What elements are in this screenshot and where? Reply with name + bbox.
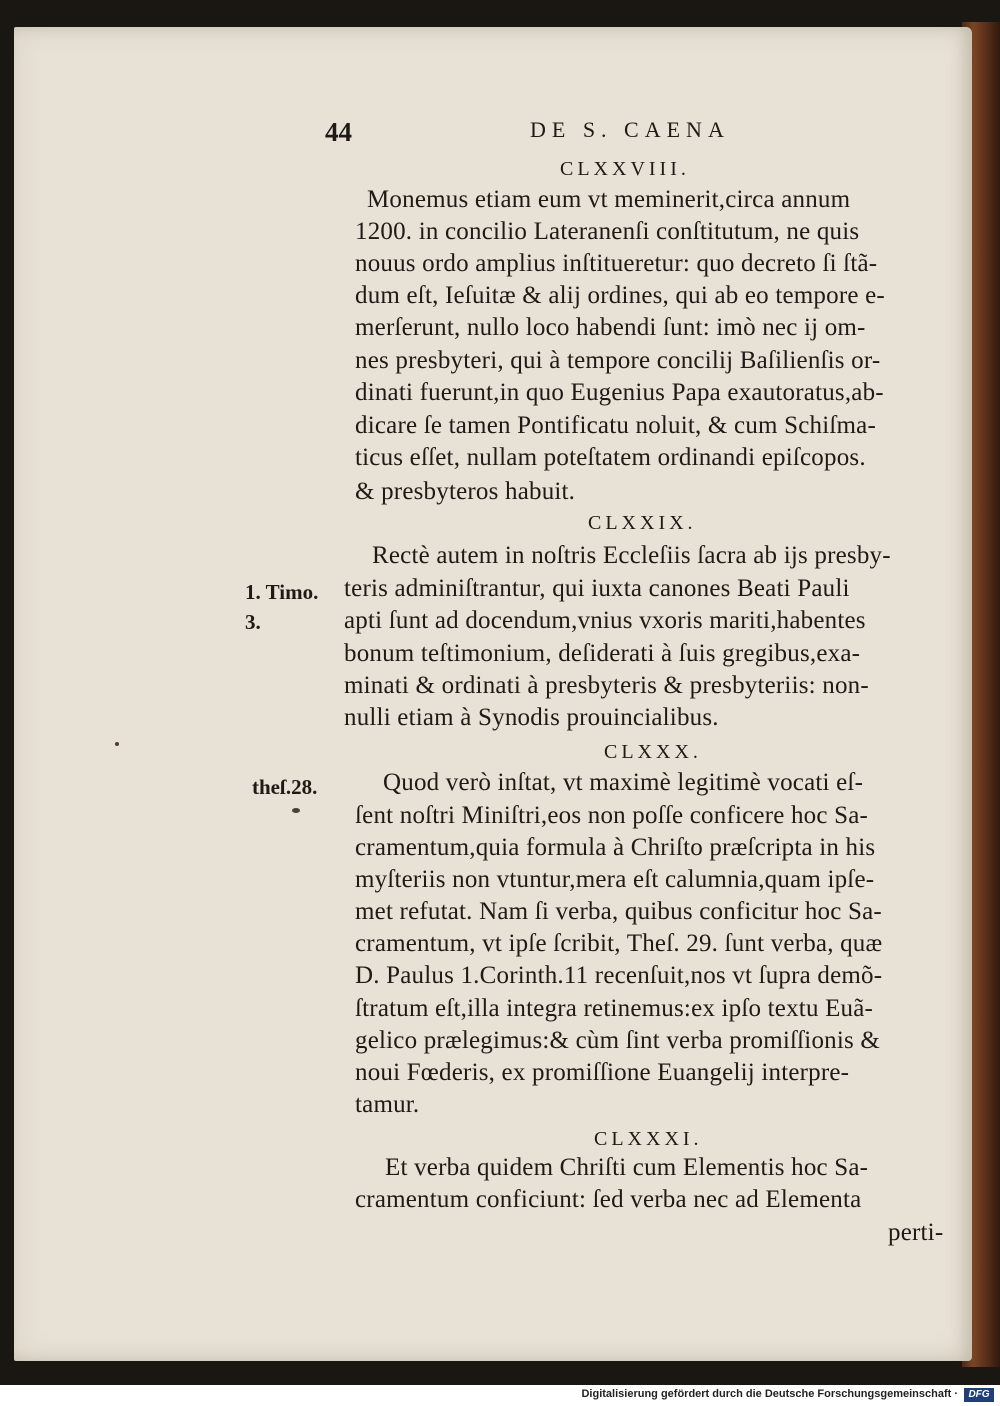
text-line: gelico prælegimus:& cùm ſint verba promiſſionis &: [355, 1027, 881, 1054]
ink-speck: [292, 808, 300, 813]
text-line: tamur.: [355, 1091, 420, 1118]
text-line: bonum teſtimonium, deſiderati à ſuis gregibus,exa-: [344, 640, 861, 667]
text-line: myſteriis non vtuntur,mera eſt calumnia,quam ipſe-: [355, 866, 875, 893]
text-line: cramentum conficiunt: ſed verba nec ad Elementa: [355, 1186, 862, 1213]
text-line: noui Fœderis, ex promiſſione Euangelij interpre-: [355, 1059, 850, 1086]
margin-note-scripture-chapter: 3.: [245, 610, 261, 634]
text-line: minati & ordinati à presbyteris & presbyteriis: non-: [344, 672, 869, 699]
text-line: apti ſunt ad docendum,vnius vxoris mariti,habentes: [344, 607, 866, 634]
text-line: cramentum,quia formula à Chriſto præſcripta in his: [355, 834, 876, 861]
text-line: nes presbyteri, qui à tempore concilij Baſilienſis or-: [355, 347, 881, 374]
text-line: ſent noſtri Miniſtri,eos non poſſe conficere hoc Sa-: [355, 802, 869, 829]
text-line: met refutat. Nam ſi verba, quibus conficitur hoc Sa-: [355, 898, 882, 925]
ink-speck: [115, 742, 119, 746]
section-numeral: CLXXXI.: [594, 1128, 703, 1150]
text-line: Rectè autem in noſtris Eccleſiis ſacra ab ijs presby-: [372, 542, 891, 569]
text-line: 1200. in concilio Lateranenſi conſtitutum, ne quis: [355, 218, 860, 245]
funding-credit: Digitalisierung gefördert durch die Deutsche Forschungsgemeinschaft ·: [581, 1388, 958, 1400]
dfg-logo: DFG: [964, 1388, 994, 1402]
text-line: ſtratum eſt,illa integra retinemus:ex ipſo textu Euã-: [355, 995, 874, 1022]
digitization-footer: [0, 1385, 1000, 1406]
margin-note-thesis: theſ.28.: [252, 775, 318, 799]
text-line: & presbyteros habuit.: [355, 478, 576, 505]
text-line: nouus ordo amplius inſtitueretur: quo decreto ſi ſtã-: [355, 250, 878, 277]
text-line: D. Paulus 1.Corinth.11 recenſuit,nos vt ſupra demõ-: [355, 962, 883, 989]
section-numeral: CLXXVIII.: [560, 158, 690, 180]
text-line: dicare ſe tamen Pontificatu noluit, & cum Schiſma-: [355, 412, 876, 439]
section-numeral: CLXXIX.: [588, 512, 697, 534]
catchword: perti-: [888, 1219, 944, 1246]
text-line: Quod verò inſtat, vt maximè legitimè vocati eſ-: [383, 769, 864, 796]
page-number: 44: [325, 117, 352, 147]
text-line: Monemus etiam eum vt meminerit,circa annum: [367, 186, 851, 213]
text-line: Et verba quidem Chriſti cum Elementis hoc Sa-: [385, 1154, 869, 1181]
text-line: teris adminiſtrantur, qui iuxta canones Beati Pauli: [344, 575, 850, 602]
margin-note-scripture: 1. Timo.: [245, 580, 319, 604]
text-line: ticus eſſet, nullam poteſtatem ordinandi epiſcopos.: [355, 444, 866, 471]
section-numeral: CLXXX.: [604, 741, 702, 763]
text-line: nulli etiam à Synodis prouincialibus.: [344, 704, 719, 731]
text-line: merſerunt, nullo loco habendi ſunt: imò nec ij om-: [355, 314, 866, 341]
running-head: DE S. CAENA: [530, 117, 730, 142]
text-line: dum eſt, Ieſuitæ & alij ordines, qui ab eo tempore e-: [355, 282, 885, 309]
text-line: cramentum, vt ipſe ſcribit, Theſ. 29. ſunt verba, quæ: [355, 930, 883, 957]
text-line: dinati fuerunt,in quo Eugenius Papa exautoratus,ab-: [355, 379, 884, 406]
